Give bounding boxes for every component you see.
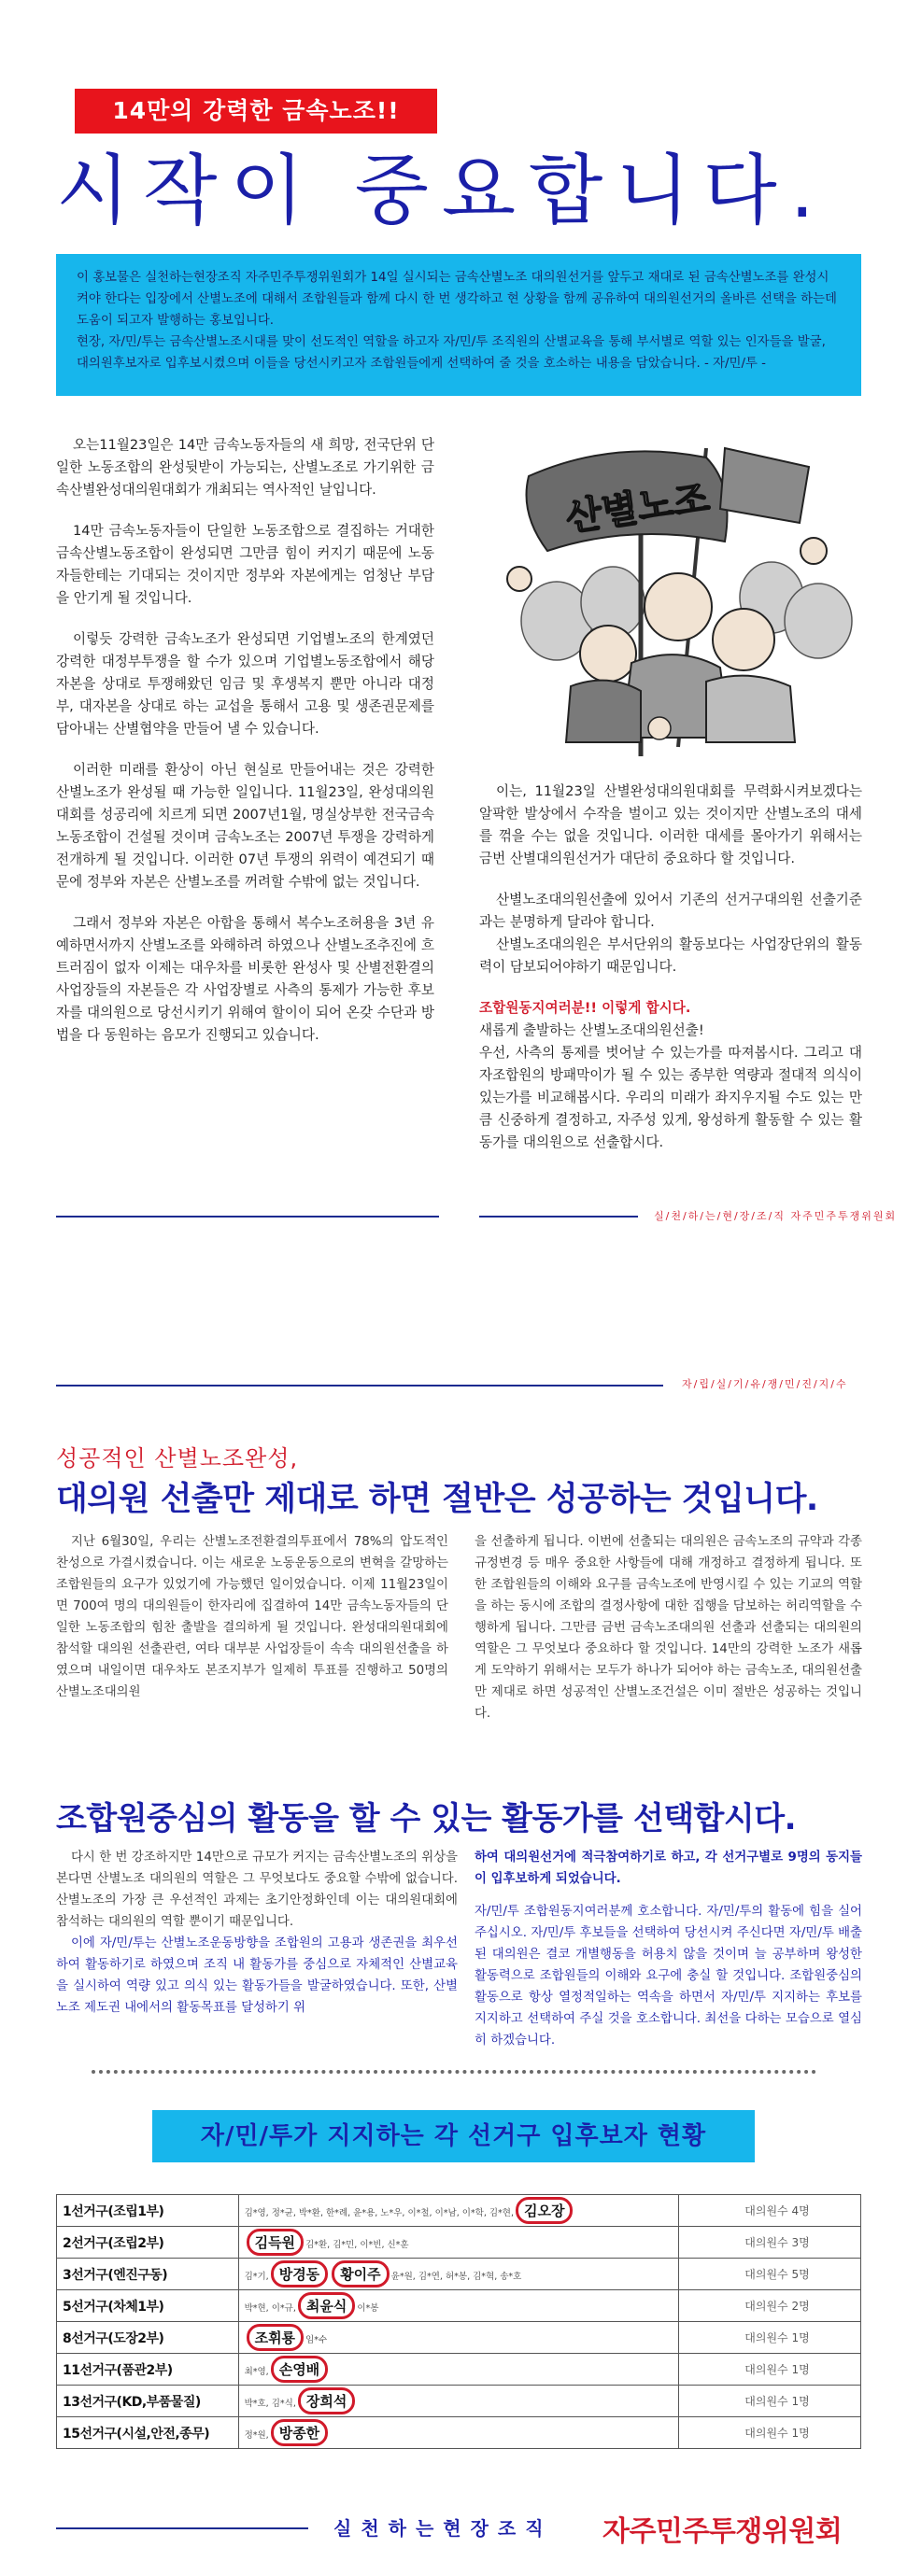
section2b-right-column [475,1847,862,2051]
call-title: 조합원동지여러분!! 이렇게 합시다. [479,1000,691,1016]
other-candidates: 이*봉 [357,2303,379,2314]
table-row [57,2354,861,2386]
highlighted-candidate: 김득원 [247,2229,304,2256]
divider [56,1216,439,1218]
paragraph: 이러한 미래를 환상이 아닌 현실로 만들어내는 것은 강력한 산별노조가 완성될 때 가능한 일입니다. 11월23일, 완성대의원대회를 성공리에 치르게 되면 2007년1월, 명실상부한 전국금속노동조합이 건설될 것이며 금속노조는 2007년 투쟁을 강력하게 전개하게 될 것입니다. 이러한 07년 투쟁의 위력이 예견되기 때문에 정부와 자본은 산별노조를 꺼려할 수밖에 없는 것입니다. [56,762,434,890]
seats-cell: 대의원수 4명 [679,2195,861,2227]
candidates-cell [238,2386,679,2417]
other-candidates: 김*환, 김*민, 이*빈, 신*훈 [305,2240,409,2250]
table-row [57,2386,861,2417]
seats-cell: 대의원수 2명 [679,2290,861,2322]
flag-text: 산별노조 [562,477,713,541]
candidates-cell [238,2322,679,2354]
seats-cell: 대의원수 5명 [679,2259,861,2290]
other-candidates: 박*현, 이*규, [244,2303,296,2314]
table-title: 자/민/투가 지지하는 각 선거구 입후보자 현황 [152,2110,755,2162]
candidates-cell [238,2195,679,2227]
signature: 실/천/하/는/현/장/조/직 자주민주투쟁위원회 [654,1210,898,1222]
table-row [57,2290,861,2322]
table-row [57,2417,861,2449]
district-cell: 13선거구(KD,부품물질) [57,2386,239,2417]
seats-cell: 대의원수 3명 [679,2227,861,2259]
table-row [57,2195,861,2227]
section-heading: 조합원중심의 활동을 할 수 있는 활동가를 선택합시다. [56,1800,797,1837]
paragraph: 14만 금속노동자들이 단일한 노동조합으로 결집하는 거대한 금속산별노동조합이 완성되면 그만큼 힘이 커지기 때문에 노동자들한테는 기대되는 것이지만 정부와 자본에게는 엄청난 부담을 안기게 될 것입니다. [56,523,434,606]
section2b-left-column [56,1847,458,2019]
paragraph: 을 선출하게 됩니다. 이번에 선출되는 대의원은 금속노조의 규약과 각종 규정변경 등 매우 중요한 사항들에 대해 개정하고 결정하게 됩니다. 또한 조합원들의 이해와 요구를 금속노조에 반영시킬 수 있는 기교의 역할을 하는 동시에 조합의 결정사항에 대한 집행을 담보하는 허리역할을 수행하게 됩니다. 그만큼 금번 금속노조대의원 선출과 선출되는 대의원의 역할은 그 무엇보다 중요하다 할 것입니다. 14만의 강력한 노조가 새롭게 도약하기 위해서는 모두가 하나가 되어야 하는 금속노조, 대의원선출만 제대로 하면 성공적인 산별노조건설은 이미 절반은 성공하는 것입니다. [475,1535,862,1721]
dotted-divider [92,2070,816,2074]
seats-cell: 대의원수 1명 [679,2417,861,2449]
divider [56,2527,308,2529]
other-candidates: 정*원, [244,2430,269,2441]
paragraph: 지난 6월30일, 우리는 산별노조전환결의투표에서 78%의 압도적인 찬성으로 가결시켰습니다. 이는 새로운 노동운동으로의 변혁을 갈망하는 조합원들의 요구가 있었기에 가능했던 일이었습니다. 이제 11월23일이면 700여 명의 대의원들이 한자리에 집결하여 14만 금속노동자들의 단일한 노동조합의 힘찬 출발을 결의하게 될 것입니다. 완성대의원대회에 참석할 대의원 선출관련, 여타 대부분 사업장들이 속속 대의원선출을 하였으며 내일이면 대우차도 본조지부가 일제히 투표를 진행하고 50명의 산별노조대의원 [56,1535,448,1699]
paragraph: 우선, 사측의 통제를 벗어날 수 있는가를 따져봅시다. 그리고 대자조합원의 방패막이가 될 수 있는 종부한 역량과 절대적 의식이 있는가를 비교해봅시다. 우리의 미래가 좌지우지될 수도 있는 만큼 신중하게 결정하고, 자주성 있게, 왕성하게 활동할 수 있는 활동가를 대의원으로 선출합시다. [479,1045,862,1150]
other-candidates: 박*호, 김*식, [244,2399,296,2409]
paragraph: 산별노조대의원은 부서단위의 활동보다는 사업장단위의 활동력이 담보되어야하기 때문입니다. [479,936,862,975]
paragraph: 이에 자/민/투는 산별노조운동방향을 조합원의 고용과 생존권을 최우선하여 활동하기로 하였으며 조직 내 활동가를 중심으로 자체적인 산별교육을 실시하여 역량 있고 의식 있는 활동가들을 발굴하였습니다. 또한, 산별노조 제도권 내에서의 활동목표를 달성하기 위 [56,1936,458,2015]
district-cell: 15선거구(시설,안전,종무) [57,2417,239,2449]
district-cell: 2선거구(조립2부) [57,2227,239,2259]
cartoon-illustration [491,420,861,761]
divider [479,1216,638,1218]
highlighted-candidate: 장희석 [298,2387,355,2414]
signature: 자/립/실/기/유/쟁/민/진/지/수 [682,1378,848,1390]
section2-right-column [475,1531,862,1724]
paragraph: 새롭게 출발하는 산별노조대의원선출! [479,1022,704,1038]
district-cell: 1선거구(조립1부) [57,2195,239,2227]
district-cell: 11선거구(품관2부) [57,2354,239,2386]
section1-left-column [56,434,434,1065]
table-row [57,2259,861,2290]
highlighted-candidate: 김오장 [516,2197,573,2224]
candidates-cell [238,2259,679,2290]
other-candidates: 김*기, [244,2272,269,2282]
candidate-table [56,2194,861,2449]
banner: 14만의 강력한 금속노조!! [75,89,437,134]
candidates-cell [238,2227,679,2259]
intro-box [56,254,861,396]
candidates-cell [238,2354,679,2386]
candidates-cell [238,2417,679,2449]
other-candidates: 윤*원, 김*연, 허*봉, 김*혁, 송*호 [390,2272,522,2282]
table-row [57,2322,861,2354]
section-subheading: 성공적인 산별노조완성, [56,1445,299,1471]
table-row [57,2227,861,2259]
other-candidates: 김*영, 정*균, 박*환, 한*례, 윤*용, 노*우, 이*철, 이*남, 이*학, 김*현, [244,2208,514,2218]
seats-cell: 대의원수 1명 [679,2354,861,2386]
intro-paragraph: 현장, 자/민/투는 금속산별노조시대를 맞이 선도적인 역할을 하고자 자/민/투 조직원의 산별교육을 통해 부서별로 역할 있는 인자들을 발굴, 대의원후보자로 입후보시켰으며 이들을 당선시키고자 조합원들에게 선택하여 줄 것을 호소하는 내용을 담았습니다. - 자/민/투 - [77,335,826,371]
headline: 시작이 중요합니다. [56,147,828,235]
candidates-cell [238,2290,679,2322]
highlighted-candidate: 방종한 [271,2419,328,2446]
highlighted-candidate: 황이주 [332,2260,389,2287]
footer-tagline: 실천하는현장조직 [333,2517,553,2540]
paragraph: 하여 대의원선거에 적극참여하기로 하고, 각 선거구별로 9명의 동지들이 입후보하게 되었습니다. [475,1851,862,1886]
highlighted-candidate: 최윤식 [298,2292,355,2319]
section2-left-column [56,1531,448,1703]
district-cell: 3선거구(엔진구동) [57,2259,239,2290]
paragraph: 이는, 11월23일 산별완성대의원대회를 무력화시켜보겠다는 알팍한 발상에서 수작을 벌이고 있는 것이지만 산별노조의 대세를 꺾을 수는 없을 것입니다. 이러한 대세를 몰아가기 위해서는 금번 산별대의원선거가 대단히 중요하다 할 것입니다. [479,783,862,866]
footer-org-name: 자주민주투쟁위원회 [602,2515,843,2548]
paragraph: 오는11월23일은 14만 금속노동자들의 새 희망, 전국단위 단일한 노동조합의 완성뒷받이 가능되는, 산별노조로 가기위한 금속산별완성대의원대회가 개최되는 역사적인 날입니다. [56,437,434,498]
seats-cell: 대의원수 1명 [679,2386,861,2417]
highlighted-candidate: 조휘룡 [247,2324,304,2351]
section-heading: 대의원 선출만 제대로 하면 절반은 성공하는 것입니다. [56,1481,818,1518]
paragraph: 자/민/투 조합원동지여러분께 호소합니다. 자/민/투의 활동에 힘을 실어 주십시오. 자/민/투 후보들을 선택하여 당선시켜 주신다면 자/민/투 배출된 대의원은 결코 개별행동을 허용치 않을 것이며 늘 공부하며 왕성한 활동력으로 조합원들의 이해와 요구에 충실 할 것입니다. 조합원중심의 활동으로 항상 열정적일하는 역속을 하면서 자/민/투 지지하는 후보를 지지하고 선택하여 주실 것을 호소합니다. 최선을 다하는 모습으로 열심히 하겠습니다. [475,1905,862,2048]
district-cell: 5선거구(차체1부) [57,2290,239,2322]
section1-right-column [479,781,862,1154]
highlighted-candidate: 방경동 [271,2260,328,2287]
paragraph: 다시 한 번 강조하지만 14만으로 규모가 커지는 금속산별노조의 위상을 본다면 산별노조 대의원의 역할은 그 무엇보다도 중요할 수밖에 없습니다. 산별노조의 가장 큰 우선적인 과제는 초기안정화인데 이는 대의원대회에 참석하는 대의원의 역할 뿐이기 때문입니다. [56,1851,458,1929]
divider [56,1385,663,1387]
paragraph: 이렇듯 강력한 금속노조가 완성되면 기업별노조의 한계였던 강력한 대정부투쟁을 할 수가 있으며 기업별노동조합에서 해당 자본을 상대로 투쟁해왔던 임금 및 후생복지 뿐만 아니라 대정부, 대자본을 상대로 하는 교섭을 통해서 고용 및 생존권문제를 담아내는 산별협약을 만들어 낼 수 있습니다. [56,631,434,737]
intro-paragraph: 이 홍보물은 실천하는현장조직 자주민주투쟁위원회가 14일 실시되는 금속산별노조 대의원선거를 앞두고 재대로 된 금속산별노조를 완성시켜야 한다는 입장에서 산별노조에 대해서 조합원들과 함께 다시 한 번 생각하고 현 상황을 함께 공유하여 대의원선거의 올바른 선택을 하는데 도움이 되고자 발행하는 홍보입니다. [77,271,837,328]
other-candidates: 임*수 [305,2335,328,2345]
paragraph: 그래서 정부와 자본은 아합을 통해서 복수노조허용을 3년 유예하면서까지 산별노조를 와해하려 하였으나 산별노조추진에 흐트러짐이 없자 이제는 대우차를 비롯한 완성사 및 산별전환결의 사업장들의 자본들은 각 사업장별로 사측의 통제가 가능한 후보자를 대의원으로 당선시키기 위해여 할이이 되어 온갖 수단과 방법을 다 동원하는 음모가 진행되고 있습니다. [56,915,434,1043]
highlighted-candidate: 손영배 [271,2356,328,2383]
district-cell: 8선거구(도장2부) [57,2322,239,2354]
seats-cell: 대의원수 1명 [679,2322,861,2354]
paragraph: 산별노조대의원선출에 있어서 기존의 선거구대의원 선출기준과는 분명하게 달라야 합니다. [479,892,862,930]
other-candidates: 최*영, [244,2367,269,2377]
